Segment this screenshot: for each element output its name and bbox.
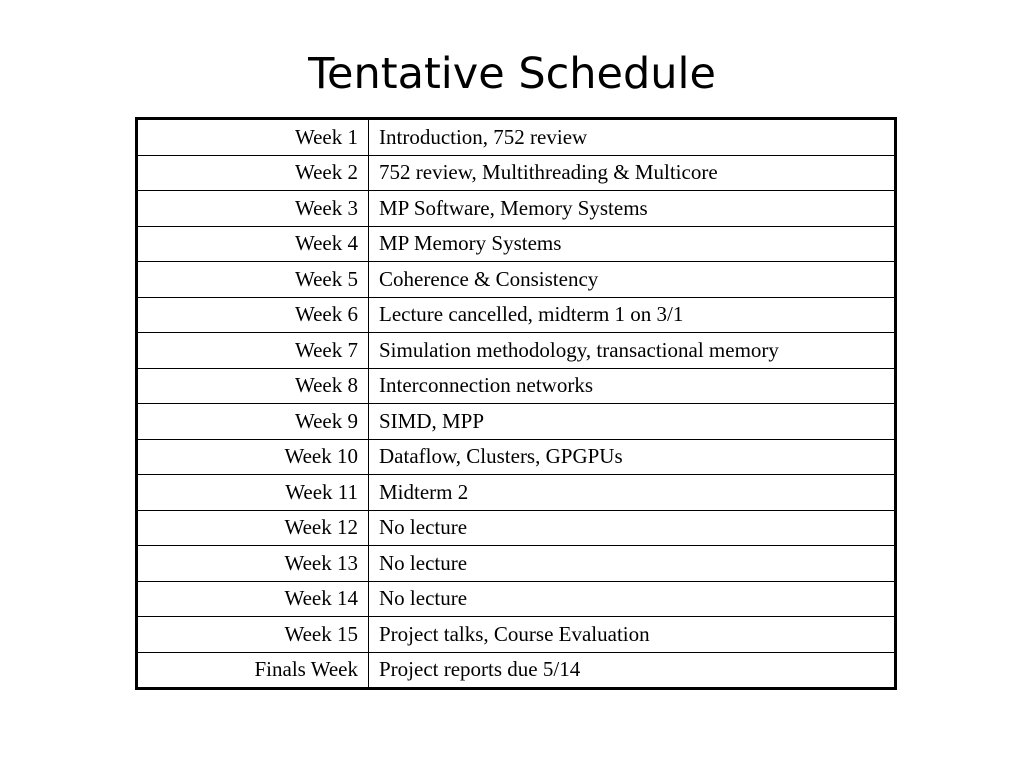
week-cell: Week 13 xyxy=(137,546,369,582)
week-cell: Finals Week xyxy=(137,652,369,689)
week-cell: Week 8 xyxy=(137,368,369,404)
table-row xyxy=(137,617,896,653)
table-row xyxy=(137,297,896,333)
topic-cell: MP Memory Systems xyxy=(369,226,896,262)
topic-cell: No lecture xyxy=(369,546,896,582)
topic-cell: Project talks, Course Evaluation xyxy=(369,617,896,653)
week-cell: Week 14 xyxy=(137,581,369,617)
topic-cell: 752 review, Multithreading & Multicore xyxy=(369,155,896,191)
topic-cell: Coherence & Consistency xyxy=(369,262,896,298)
table-row xyxy=(137,475,896,511)
week-cell: Week 15 xyxy=(137,617,369,653)
topic-cell: SIMD, MPP xyxy=(369,404,896,440)
week-cell: Week 2 xyxy=(137,155,369,191)
table-row xyxy=(137,581,896,617)
week-cell: Week 6 xyxy=(137,297,369,333)
week-cell: Week 10 xyxy=(137,439,369,475)
topic-cell: Dataflow, Clusters, GPGPUs xyxy=(369,439,896,475)
table-row xyxy=(137,510,896,546)
week-cell: Week 4 xyxy=(137,226,369,262)
table-row xyxy=(137,333,896,369)
topic-cell: Midterm 2 xyxy=(369,475,896,511)
topic-cell: Interconnection networks xyxy=(369,368,896,404)
week-cell: Week 7 xyxy=(137,333,369,369)
topic-cell: Lecture cancelled, midterm 1 on 3/1 xyxy=(369,297,896,333)
week-cell: Week 5 xyxy=(137,262,369,298)
topic-cell: MP Software, Memory Systems xyxy=(369,191,896,227)
table-row xyxy=(137,119,896,156)
slide-title: Tentative Schedule xyxy=(308,49,716,99)
table-row xyxy=(137,262,896,298)
table-row xyxy=(137,404,896,440)
topic-cell: Simulation methodology, transactional memory xyxy=(369,333,896,369)
topic-cell: No lecture xyxy=(369,510,896,546)
topic-cell: No lecture xyxy=(369,581,896,617)
table-row xyxy=(137,368,896,404)
schedule-table-body xyxy=(137,119,896,689)
week-cell: Week 1 xyxy=(137,119,369,156)
week-cell: Week 9 xyxy=(137,404,369,440)
week-cell: Week 11 xyxy=(137,475,369,511)
table-row xyxy=(137,191,896,227)
week-cell: Week 12 xyxy=(137,510,369,546)
table-row xyxy=(137,226,896,262)
week-cell: Week 3 xyxy=(137,191,369,227)
topic-cell: Project reports due 5/14 xyxy=(369,652,896,689)
table-row xyxy=(137,155,896,191)
table-row xyxy=(137,652,896,689)
schedule-table xyxy=(135,117,897,690)
table-row xyxy=(137,439,896,475)
table-row xyxy=(137,546,896,582)
topic-cell: Introduction, 752 review xyxy=(369,119,896,156)
